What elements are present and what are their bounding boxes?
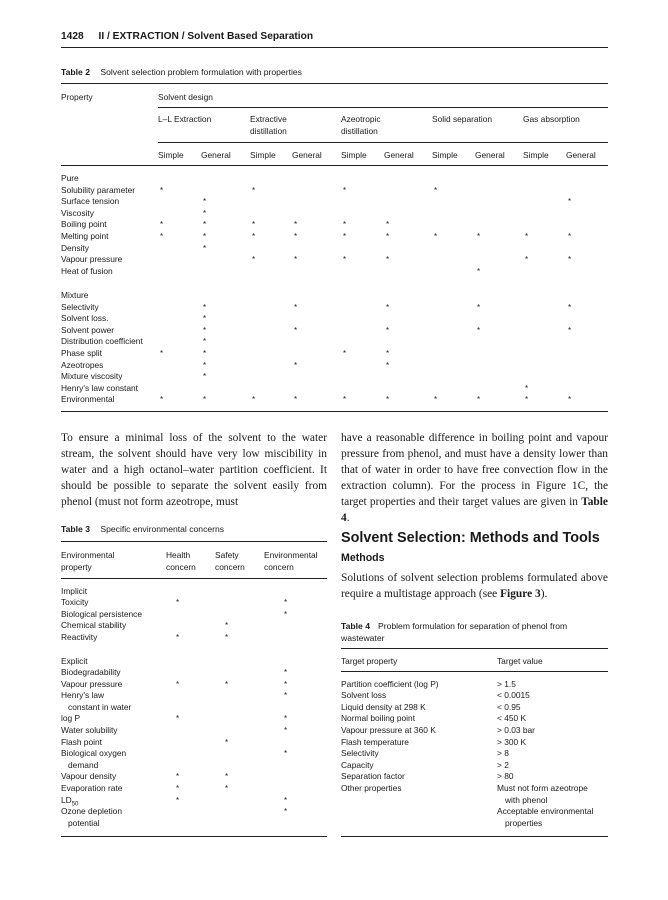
table4-row-property: Liquid density at 298 K: [341, 701, 426, 712]
table2-mark: *: [203, 372, 207, 382]
table2-row-label: Azeotropes: [61, 359, 104, 370]
table3-col1-line2: property: [61, 562, 92, 572]
table2-group-header-l1: Azeotropic: [341, 114, 381, 124]
table4-row-property: Solvent loss: [341, 690, 387, 701]
table2-mark: *: [252, 395, 256, 405]
table3-mark: *: [225, 632, 229, 642]
table2-sub-general: General: [566, 150, 596, 160]
table2-mark: *: [386, 325, 390, 335]
table2-mark: *: [252, 255, 256, 265]
table2-mark: *: [568, 395, 572, 405]
table3-row-label: Evaporation rate: [61, 783, 123, 793]
table2-mark: *: [343, 348, 347, 358]
table3-col2-line1: Health: [166, 550, 191, 560]
table2-mark: *: [386, 360, 390, 370]
table3-row-label: Biodegradability: [61, 667, 121, 677]
table2-mark: *: [203, 208, 207, 218]
table2-row-label: Phase split: [61, 347, 102, 358]
table2-mark: *: [386, 302, 390, 312]
table2-mark: *: [477, 302, 481, 312]
table2-mark: *: [386, 220, 390, 230]
table3-row-label: Vapour density: [61, 771, 117, 782]
table4-row-property: Capacity: [341, 759, 374, 770]
table2-mark: *: [294, 302, 298, 312]
table3-mark: *: [176, 784, 180, 793]
table2-mark: *: [203, 395, 207, 405]
table2-row-label: Solvent power: [61, 324, 115, 335]
table3-col3-line2: concern: [215, 562, 245, 572]
table3-caption-label: Table 3: [61, 524, 90, 534]
table4-row-property: Normal boiling point: [341, 713, 416, 724]
table3-col3-line1: Safety: [215, 550, 239, 560]
table3-mark: *: [176, 795, 180, 805]
table3-mark: *: [225, 772, 229, 782]
paragraph-text-right: [341, 430, 608, 526]
table2-mark: *: [294, 231, 298, 241]
table2-mark: *: [203, 302, 207, 312]
table2-mark: *: [343, 220, 347, 230]
table4-reference: Table 4: [341, 496, 608, 524]
table2-mark: *: [434, 231, 438, 241]
table2-mark: *: [477, 231, 481, 241]
table3-caption-text: Specific environmental concerns: [100, 524, 225, 534]
table3-row-label: Water solubility: [61, 725, 118, 735]
table2-row-label: Viscosity: [61, 207, 94, 218]
table2-mark: *: [434, 185, 438, 195]
table2-section-mixture: Mixture: [61, 290, 89, 300]
table3-col-env-property: [61, 549, 115, 573]
table2-sub-simple: Simple: [250, 150, 276, 160]
table2-mark: *: [203, 314, 207, 324]
table4-caption-label: Table 4: [341, 621, 370, 631]
table2-group-rule: [158, 142, 608, 143]
table2-row-label: Density: [61, 242, 89, 253]
table4-header-rule: [341, 671, 608, 672]
table2-mark: *: [294, 255, 298, 265]
table2-col-solvent-design: Solvent design: [158, 92, 213, 102]
table2-row-label: Distribution coefficient: [61, 336, 143, 347]
table2-mark: *: [568, 302, 572, 312]
methods-paragraph-text: [341, 570, 608, 602]
table2-mark: *: [252, 220, 256, 230]
table3-mark: *: [225, 679, 229, 689]
table3-mark: *: [284, 749, 288, 759]
table2-section-pure: Pure: [61, 173, 79, 183]
table2-sub-general: General: [475, 150, 505, 160]
figure3-reference: Figure 3: [500, 588, 541, 600]
table2-row-label: Mixture viscosity: [61, 371, 123, 382]
table2-mark: *: [203, 348, 207, 358]
table2-mark: *: [477, 395, 481, 405]
table3-row-label: Ozone depletion: [61, 806, 122, 817]
table4-row-property: Selectivity: [341, 748, 379, 759]
table3-mark: *: [284, 795, 288, 805]
table2-mark: *: [568, 325, 572, 335]
table2-row-label: Vapour pressure: [61, 254, 123, 265]
table2-mark: *: [203, 243, 207, 253]
table3-col-health: [166, 549, 196, 573]
table2-sub-simple: Simple: [432, 150, 458, 160]
table3-row-label: $LD_{50}$: [61, 794, 79, 808]
table2-mark: *: [477, 266, 481, 276]
table3-mark: *: [176, 632, 180, 642]
table3-section-explicit: Explicit: [61, 656, 88, 666]
table4-col-property: Target property: [341, 656, 398, 666]
table2-group-header-l1: L–L Extraction: [158, 114, 212, 124]
table3-bottom-rule: [61, 836, 327, 837]
table3-mark: *: [284, 691, 288, 701]
table4-row-property: Vapour pressure at 360 K: [341, 724, 436, 735]
table3-mark: *: [225, 737, 229, 747]
table2-group-header-l2: distillation: [341, 126, 378, 136]
table4-row-value: < 0.95: [497, 701, 521, 712]
table4-row-value-cont: with phenol: [505, 794, 548, 805]
table2-mark: *: [294, 220, 298, 230]
table4-row-value: > 1.5: [497, 678, 516, 689]
table2-mark: *: [160, 185, 164, 195]
table2-mark: *: [343, 255, 347, 265]
table2-col-property: Property: [61, 92, 93, 102]
table2-group-header-l1: Extractive: [250, 114, 287, 124]
table3-row-label: Chemical stability: [61, 620, 127, 631]
table3-mark: *: [176, 714, 180, 724]
table3-mark: *: [284, 714, 288, 724]
table3-mark: *: [284, 609, 288, 619]
table2-mark: *: [525, 395, 529, 405]
table4-col-value: Target value: [497, 656, 543, 666]
table4-row-value-cont: properties: [505, 817, 543, 828]
table2-row-label: Boiling point: [61, 219, 107, 230]
table3-row-label-cont: potential: [68, 817, 100, 828]
table2-mark: *: [386, 231, 390, 241]
table4-row-property: Flash temperature: [341, 736, 409, 747]
table2-caption-text: Solvent selection problem formulation with properties: [100, 67, 302, 77]
table3-mark: *: [225, 784, 229, 793]
subsection-heading: Methods: [341, 552, 385, 564]
table2-row-label: Selectivity: [61, 301, 99, 312]
table2-mark: *: [252, 231, 256, 241]
table3-row-label: Toxicity: [61, 597, 89, 607]
header-rule: [61, 47, 608, 48]
table2-mark: *: [294, 325, 298, 335]
table3-col4-line2: concern: [264, 562, 294, 572]
table2-mark: *: [386, 255, 390, 265]
table2-mark: *: [525, 231, 529, 241]
table2-mark: *: [294, 395, 298, 405]
right-column-paragraph: [341, 430, 608, 526]
table2-mark: *: [294, 360, 298, 370]
paragraph-text-right-main: have a reasonable difference in boiling point and vapour pressure from phenol, and must have a density lower than that of water in order to have free convection flow in the extraction column). For the process in Figure 1C, the target properties and their target values are given in: [341, 432, 608, 508]
table2-sub-simple: Simple: [158, 150, 184, 160]
table3-row-label: log P: [61, 713, 81, 724]
paragraph-text: To ensure a minimal loss of the solvent to the water stream, the solvent should have very low miscibility in water and a high octanol–water partition coefficient. It should be possible to separate the solvent easily from phenol (must not form azeotrope, must: [61, 432, 327, 508]
page-number: 1428: [61, 31, 84, 42]
running-title: II / EXTRACTION / Solvent Based Separation: [98, 31, 314, 42]
table2-mark: *: [203, 360, 207, 370]
table4-row-value: > 300 K: [497, 736, 527, 747]
table2-row-label: Henry's law constant: [61, 382, 139, 393]
table2-mark: *: [525, 255, 529, 265]
table3-row-label-sub: 50: [71, 801, 79, 808]
table4-caption-text-1: Problem formulation for separation of phenol from: [377, 621, 568, 631]
table2-mark: *: [477, 325, 481, 335]
table4-row-property: Partition coefficient (log P): [341, 678, 439, 689]
table3-mark: *: [176, 598, 180, 607]
table2-group-header-l1: Gas absorption: [523, 114, 580, 124]
table4-top-rule: [341, 648, 608, 649]
table2-mark: *: [343, 395, 347, 405]
table2-sub-simple: Simple: [341, 150, 367, 160]
table2-mark: *: [343, 185, 347, 195]
table3-col-safety: [215, 549, 245, 573]
table2-mark: *: [568, 231, 572, 241]
table3-mark: *: [225, 621, 229, 631]
table3-row-label-cont: constant in water: [68, 701, 132, 712]
table2-row-label: Melting point: [61, 230, 109, 241]
table2-top-rule: [61, 83, 608, 84]
table2-mark: *: [343, 231, 347, 241]
table3-row-label: Flash point: [61, 736, 102, 747]
table3-mark: *: [284, 807, 288, 817]
table3-row-label: Biological persistence: [61, 608, 143, 619]
paragraph-text-right-end: .: [346, 512, 350, 524]
table2-row-label: Solvent loss.: [61, 313, 109, 324]
table2-mark: *: [160, 348, 164, 358]
table3-col1-line1: Environmental: [61, 550, 115, 560]
table2-mark: *: [568, 255, 572, 265]
table2-row-label: Environmental: [61, 394, 115, 405]
table3-mark: *: [284, 679, 288, 689]
table3-row-label: Vapour pressure: [61, 678, 123, 689]
section-heading: Solvent Selection: Methods and Tools: [341, 530, 600, 546]
table3-mark: *: [284, 598, 288, 607]
table2-row-label: Surface tension: [61, 196, 120, 207]
table3-mark: *: [176, 679, 180, 689]
table2-mark: *: [160, 231, 164, 241]
table3-header-rule: [61, 578, 327, 579]
table2-mark: *: [386, 348, 390, 358]
page-header: [61, 31, 313, 42]
table2-mark: *: [203, 337, 207, 347]
table2-mark: *: [252, 185, 256, 195]
table4-bottom-rule: [341, 836, 608, 837]
table2-mark: *: [525, 383, 529, 393]
table2-sub-general: General: [384, 150, 414, 160]
table3-row-label: Henry's law: [61, 690, 105, 701]
table3-top-rule: [61, 541, 327, 542]
table2-mark: *: [203, 220, 207, 230]
table4-row-value: Acceptable environmental: [497, 806, 594, 817]
table2-group-header-l2: distillation: [250, 126, 287, 136]
table3-mark: *: [176, 772, 180, 782]
table4-caption-text-2: wastewater: [341, 633, 385, 643]
table2-mark: *: [434, 395, 438, 405]
table3-caption: [61, 524, 224, 534]
table3-mark: *: [284, 726, 288, 735]
table2-caption: [61, 67, 302, 77]
table2-mark: *: [203, 325, 207, 335]
table2-mark: *: [160, 220, 164, 230]
table4-row-value: < 450 K: [497, 713, 527, 724]
methods-text-end: ).: [540, 588, 548, 600]
table2-mark: *: [203, 231, 207, 241]
table4-caption: [341, 620, 608, 644]
table2-spanner-rule: [158, 107, 608, 108]
table4-row-property: Other properties: [341, 782, 402, 793]
table3-col4-line1: Environmental: [264, 550, 318, 560]
table4-row-value: > 0.03 bar: [497, 724, 535, 735]
table2-mark: *: [160, 395, 164, 405]
table4-row-property: Separation factor: [341, 771, 405, 782]
table4-row-value: < 0.0015: [497, 690, 530, 701]
table2-bottom-rule: [61, 411, 608, 412]
table3-mark: *: [284, 668, 288, 677]
table2-row-label: Heat of fusion: [61, 265, 113, 276]
table2-caption-label: Table 2: [61, 67, 90, 77]
methods-paragraph: [341, 570, 608, 602]
table2-mark: *: [568, 197, 572, 207]
table4-row-value: Must not form azeotrope: [497, 782, 588, 793]
table3-row-label-cont: demand: [68, 759, 99, 770]
table2-sub-general: General: [201, 150, 231, 160]
left-column-paragraph: [61, 430, 327, 510]
methods-text-main: Solutions of solvent selection problems formulated above require a multistage approach (see: [341, 572, 608, 600]
table2-mark: *: [203, 197, 207, 207]
table3-row-label: Biological oxygen: [61, 748, 127, 759]
table4-row-value: > 80: [497, 771, 514, 782]
table2-mark: *: [386, 395, 390, 405]
table2-group-header-l1: Solid separation: [432, 114, 493, 124]
table3-col2-line2: concern: [166, 562, 196, 572]
table2-sub-general: General: [292, 150, 322, 160]
table4-row-value: > 8: [497, 748, 509, 759]
table4-row-value: > 2: [497, 759, 509, 770]
table2-header-rule: [61, 165, 608, 166]
table3-section-implicit: Implicit: [61, 586, 88, 596]
table3-row-label: Reactivity: [61, 631, 98, 642]
table2-sub-simple: Simple: [523, 150, 549, 160]
table3-col-environmental: [264, 549, 318, 573]
table2-row-label: Solubility parameter: [61, 184, 136, 195]
